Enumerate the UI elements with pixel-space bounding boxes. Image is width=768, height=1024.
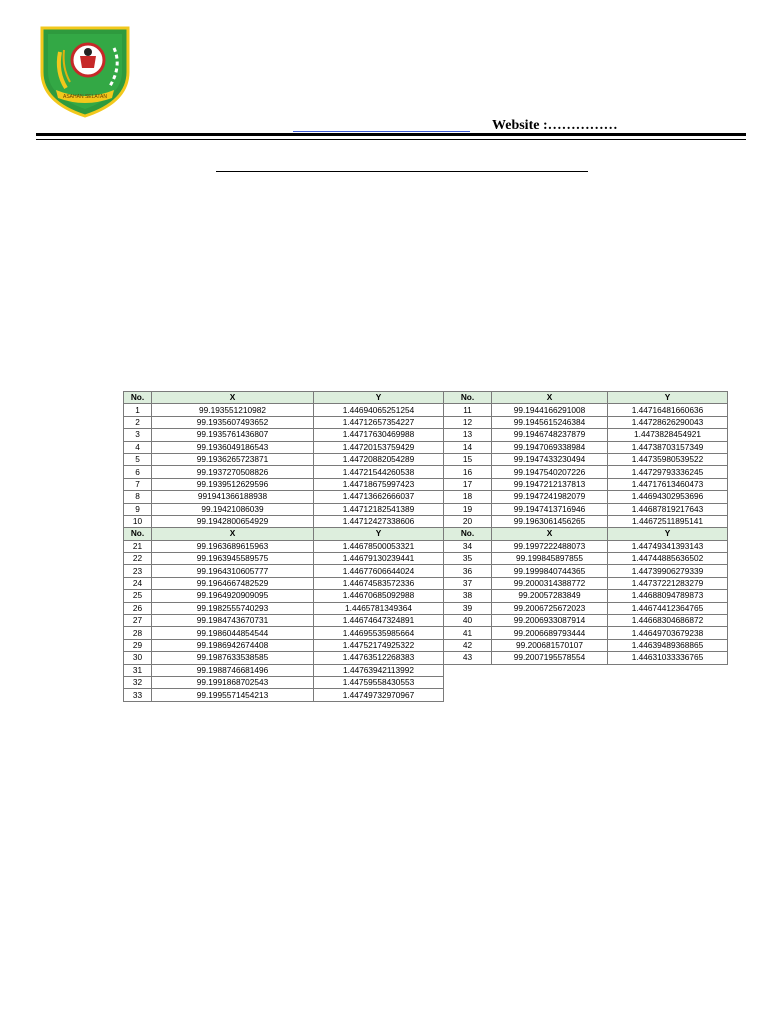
cell-no: 18 bbox=[444, 491, 492, 503]
cell-no: 22 bbox=[124, 553, 152, 565]
cell-no: 3 bbox=[124, 429, 152, 441]
cell-x: 99.1964667482529 bbox=[152, 577, 314, 589]
cell-x: 99.199845897855 bbox=[492, 553, 608, 565]
table-row bbox=[124, 590, 728, 602]
coordinates-table bbox=[123, 391, 728, 702]
cell-y: 1.44728626290043 bbox=[608, 416, 728, 428]
cell-y: 1.44688094789873 bbox=[608, 590, 728, 602]
cell-x: 99.200681570107 bbox=[492, 639, 608, 651]
cell-x: 99.193551210982 bbox=[152, 404, 314, 416]
cell-x: 99.1945615246384 bbox=[492, 416, 608, 428]
table-row bbox=[124, 639, 728, 651]
cell-x: 99.1963945589575 bbox=[152, 553, 314, 565]
cell-no: 17 bbox=[444, 478, 492, 490]
table-row bbox=[124, 491, 728, 503]
cell-y: 1.44717630469988 bbox=[314, 429, 444, 441]
header-no: No. bbox=[124, 528, 152, 540]
logo-ribbon-text: ASAHAN SELATAN bbox=[63, 94, 107, 100]
cell-no: 2 bbox=[124, 416, 152, 428]
cell-y: 1.44631033336765 bbox=[608, 652, 728, 664]
cell-no: 32 bbox=[124, 676, 152, 688]
cell-x: 99.1984743670731 bbox=[152, 615, 314, 627]
cell-x: 99.1936049186543 bbox=[152, 441, 314, 453]
cell-x: 99.2000314388772 bbox=[492, 577, 608, 589]
cell-y: 1.44674412364765 bbox=[608, 602, 728, 614]
cell-x: 99.1947069338984 bbox=[492, 441, 608, 453]
cell-y: 1.4473828454921 bbox=[608, 429, 728, 441]
cell-y: 1.44677606644024 bbox=[314, 565, 444, 577]
cell-no: 14 bbox=[444, 441, 492, 453]
cell-no: 24 bbox=[124, 577, 152, 589]
cell-x: 99.2006933087914 bbox=[492, 615, 608, 627]
cell-no: 25 bbox=[124, 590, 152, 602]
table-row bbox=[124, 627, 728, 639]
empty-cell bbox=[608, 676, 728, 688]
cell-y: 1.44759558430553 bbox=[314, 676, 444, 688]
title-underline bbox=[216, 171, 588, 172]
table-row bbox=[124, 466, 728, 478]
cell-no: 28 bbox=[124, 627, 152, 639]
cell-no: 7 bbox=[124, 478, 152, 490]
header-y: Y bbox=[608, 528, 728, 540]
table-row bbox=[124, 664, 728, 676]
cell-y: 1.4465781349364 bbox=[314, 602, 444, 614]
cell-no: 42 bbox=[444, 639, 492, 651]
cell-x: 99.1999840744365 bbox=[492, 565, 608, 577]
cell-no: 16 bbox=[444, 466, 492, 478]
cell-y: 1.44674647324891 bbox=[314, 615, 444, 627]
cell-x: 99.1995571454213 bbox=[152, 689, 314, 701]
cell-x: 991941366188938 bbox=[152, 491, 314, 503]
cell-no: 6 bbox=[124, 466, 152, 478]
cell-y: 1.44694302953696 bbox=[608, 491, 728, 503]
header-y: Y bbox=[314, 392, 444, 404]
table-row bbox=[124, 441, 728, 453]
cell-y: 1.44670685092988 bbox=[314, 590, 444, 602]
header-no: No. bbox=[444, 392, 492, 404]
cell-y: 1.44672511895141 bbox=[608, 515, 728, 527]
table-row bbox=[124, 540, 728, 552]
table-row bbox=[124, 515, 728, 527]
cell-y: 1.44717613460473 bbox=[608, 478, 728, 490]
header-y: Y bbox=[314, 528, 444, 540]
header-x: X bbox=[152, 528, 314, 540]
cell-no: 13 bbox=[444, 429, 492, 441]
cell-no: 27 bbox=[124, 615, 152, 627]
cell-y: 1.44716481660636 bbox=[608, 404, 728, 416]
cell-no: 11 bbox=[444, 404, 492, 416]
cell-x: 99.2006725672023 bbox=[492, 602, 608, 614]
cell-y: 1.44729793336245 bbox=[608, 466, 728, 478]
empty-cell bbox=[444, 689, 492, 701]
table-row bbox=[124, 602, 728, 614]
empty-cell bbox=[444, 664, 492, 676]
cell-y: 1.44678500053321 bbox=[314, 540, 444, 552]
cell-x: 99.1946748237879 bbox=[492, 429, 608, 441]
cell-no: 5 bbox=[124, 453, 152, 465]
table-row bbox=[124, 615, 728, 627]
cell-no: 31 bbox=[124, 664, 152, 676]
cell-no: 36 bbox=[444, 565, 492, 577]
cell-y: 1.44712427338606 bbox=[314, 515, 444, 527]
cell-x: 99.1947540207226 bbox=[492, 466, 608, 478]
cell-x: 99.1987633538585 bbox=[152, 652, 314, 664]
cell-y: 1.44713662666037 bbox=[314, 491, 444, 503]
cell-no: 26 bbox=[124, 602, 152, 614]
website-label: Website :…………… bbox=[492, 118, 618, 133]
empty-cell bbox=[608, 689, 728, 701]
cell-x: 99.1935607493652 bbox=[152, 416, 314, 428]
cell-no: 12 bbox=[444, 416, 492, 428]
cell-x: 99.1986044854544 bbox=[152, 627, 314, 639]
cell-x: 99.1982555740293 bbox=[152, 602, 314, 614]
header-rule-thick bbox=[36, 133, 746, 136]
table-row bbox=[124, 503, 728, 515]
header-no: No. bbox=[444, 528, 492, 540]
cell-no: 23 bbox=[124, 565, 152, 577]
cell-y: 1.44712657354227 bbox=[314, 416, 444, 428]
cell-y: 1.44721544260538 bbox=[314, 466, 444, 478]
cell-y: 1.44763942113992 bbox=[314, 664, 444, 676]
empty-cell bbox=[444, 676, 492, 688]
cell-x: 99.1947433230494 bbox=[492, 453, 608, 465]
table-row bbox=[124, 676, 728, 688]
cell-no: 9 bbox=[124, 503, 152, 515]
empty-cell bbox=[492, 676, 608, 688]
table-row bbox=[124, 429, 728, 441]
cell-x: 99.1963689615963 bbox=[152, 540, 314, 552]
cell-y: 1.44737221283279 bbox=[608, 577, 728, 589]
cell-y: 1.44687819217643 bbox=[608, 503, 728, 515]
cell-no: 38 bbox=[444, 590, 492, 602]
cell-x: 99.1937270508826 bbox=[152, 466, 314, 478]
table-row bbox=[124, 478, 728, 490]
cell-y: 1.44738703157349 bbox=[608, 441, 728, 453]
cell-no: 40 bbox=[444, 615, 492, 627]
table-header-row bbox=[124, 392, 728, 404]
cell-y: 1.44718675997423 bbox=[314, 478, 444, 490]
cell-no: 39 bbox=[444, 602, 492, 614]
cell-no: 41 bbox=[444, 627, 492, 639]
cell-no: 35 bbox=[444, 553, 492, 565]
cell-y: 1.44763512268383 bbox=[314, 652, 444, 664]
cell-y: 1.44639489368865 bbox=[608, 639, 728, 651]
cell-x: 99.1947212137813 bbox=[492, 478, 608, 490]
cell-no: 10 bbox=[124, 515, 152, 527]
cell-x: 99.1935761436807 bbox=[152, 429, 314, 441]
cell-x: 99.1942800654929 bbox=[152, 515, 314, 527]
cell-y: 1.44720882054289 bbox=[314, 453, 444, 465]
cell-y: 1.44720153759429 bbox=[314, 441, 444, 453]
table-header-row bbox=[124, 528, 728, 540]
cell-y: 1.44749732970967 bbox=[314, 689, 444, 701]
cell-no: 20 bbox=[444, 515, 492, 527]
cell-no: 19 bbox=[444, 503, 492, 515]
table-row bbox=[124, 404, 728, 416]
cell-x: 99.1947241982079 bbox=[492, 491, 608, 503]
cell-x: 99.1947413716946 bbox=[492, 503, 608, 515]
header-x: X bbox=[492, 392, 608, 404]
cell-x: 99.20057283849 bbox=[492, 590, 608, 602]
cell-x: 99.2006689793444 bbox=[492, 627, 608, 639]
cell-no: 43 bbox=[444, 652, 492, 664]
cell-x: 99.2007195578554 bbox=[492, 652, 608, 664]
cell-x: 99.1997222488073 bbox=[492, 540, 608, 552]
table-row bbox=[124, 565, 728, 577]
cell-no: 15 bbox=[444, 453, 492, 465]
cell-no: 37 bbox=[444, 577, 492, 589]
cell-y: 1.44744885636502 bbox=[608, 553, 728, 565]
header-no: No. bbox=[124, 392, 152, 404]
cell-y: 1.44695535985664 bbox=[314, 627, 444, 639]
table-row bbox=[124, 453, 728, 465]
cell-no: 29 bbox=[124, 639, 152, 651]
header-link-line bbox=[293, 120, 470, 132]
cell-x: 99.1944166291008 bbox=[492, 404, 608, 416]
cell-y: 1.44679130239441 bbox=[314, 553, 444, 565]
cell-x: 99.1991868702543 bbox=[152, 676, 314, 688]
empty-cell bbox=[492, 689, 608, 701]
empty-cell bbox=[608, 664, 728, 676]
cell-y: 1.44694065251254 bbox=[314, 404, 444, 416]
header-y: Y bbox=[608, 392, 728, 404]
cell-y: 1.44712182541389 bbox=[314, 503, 444, 515]
cell-y: 1.44735980539522 bbox=[608, 453, 728, 465]
cell-x: 99.1964310605777 bbox=[152, 565, 314, 577]
cell-no: 33 bbox=[124, 689, 152, 701]
cell-y: 1.44749341393143 bbox=[608, 540, 728, 552]
header-x: X bbox=[492, 528, 608, 540]
cell-no: 8 bbox=[124, 491, 152, 503]
cell-y: 1.44739906279339 bbox=[608, 565, 728, 577]
cell-x: 99.1936265723871 bbox=[152, 453, 314, 465]
cell-x: 99.1963061456265 bbox=[492, 515, 608, 527]
cell-x: 99.1988746681496 bbox=[152, 664, 314, 676]
cell-no: 34 bbox=[444, 540, 492, 552]
table-row bbox=[124, 652, 728, 664]
cell-x: 99.19421086039 bbox=[152, 503, 314, 515]
regency-emblem-logo bbox=[36, 22, 134, 118]
cell-y: 1.44668304686872 bbox=[608, 615, 728, 627]
table-row bbox=[124, 553, 728, 565]
cell-y: 1.44752174925322 bbox=[314, 639, 444, 651]
header-rule-thin bbox=[36, 139, 746, 140]
cell-x: 99.1986942674408 bbox=[152, 639, 314, 651]
empty-cell bbox=[492, 664, 608, 676]
table-row bbox=[124, 577, 728, 589]
header-x: X bbox=[152, 392, 314, 404]
cell-x: 99.1939512629596 bbox=[152, 478, 314, 490]
cell-y: 1.44674583572336 bbox=[314, 577, 444, 589]
cell-no: 1 bbox=[124, 404, 152, 416]
table-row bbox=[124, 689, 728, 701]
cell-y: 1.44649703679238 bbox=[608, 627, 728, 639]
cell-x: 99.1964920909095 bbox=[152, 590, 314, 602]
cell-no: 21 bbox=[124, 540, 152, 552]
table-row bbox=[124, 416, 728, 428]
cell-no: 4 bbox=[124, 441, 152, 453]
cell-no: 30 bbox=[124, 652, 152, 664]
